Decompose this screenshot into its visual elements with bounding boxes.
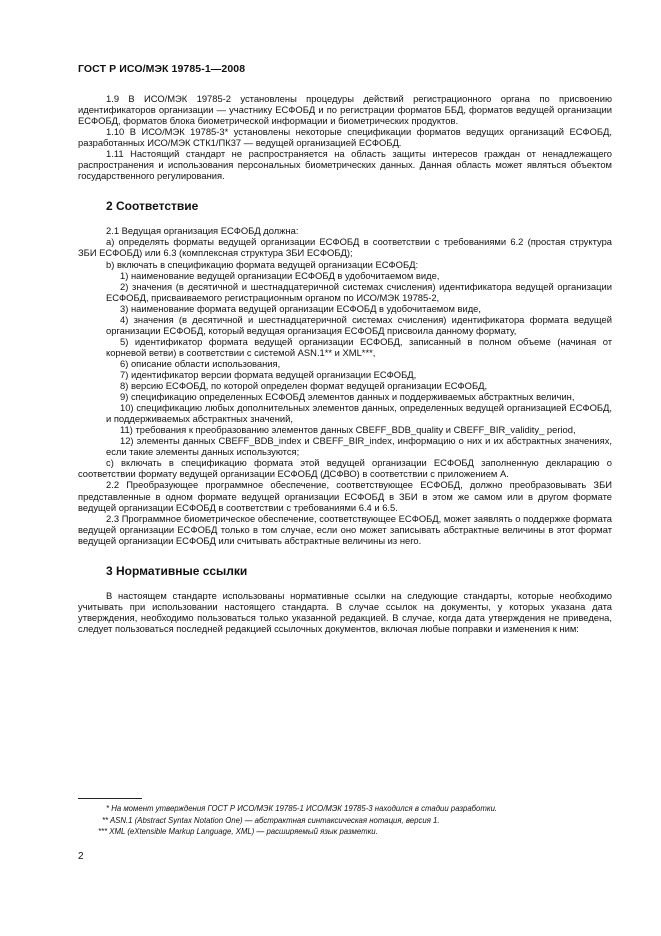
clause-2-3: 2.3 Программное биометрическое обеспечение, соответствующее ЕСФОБД, может заявлять о поддержке формата ведущей организации ЕСФОБД только в том случае, если оно может записывать абстрактные величины в этот формат ведущей организации ЕСФОБД или считывать абстрактные величины из него. xyxy=(78,512,612,546)
footnote-separator xyxy=(78,798,142,799)
section-3-paragraph: В настоящем стандарте использованы нормативные ссылки на следующие стандарты, которые необходимо учитывать при использовании настоящего стандарта. В случае ссылок на документы, у которых указана дата утверждения, необходимо пользоваться только указанной редакцией. В случае, когда дата утверждения не приведена, следует пользоваться последней редакцией ссылочных документов, включая любые поправки и изменения к ним: xyxy=(78,589,612,634)
list-item: 10) спецификацию любых дополнительных элементов данных, определенных ведущей организацией ЕСФОБД, и поддерживаемых абстрактных значений, xyxy=(106,402,612,425)
list-item: 3) наименование формата ведущей организации ЕСФОБД в удобочитаемом виде, xyxy=(120,302,481,314)
footnotes xyxy=(78,803,612,838)
paragraph-1-11: 1.11 Настоящий стандарт не распространяется на область защиты интересов граждан от ненадлежащего распространения и использования персональных биометрических данных. Данная область может являться объектом государственного регулирования. xyxy=(78,148,612,182)
page-number: 2 xyxy=(78,851,84,862)
clause-2-1-b: b) включать в спецификацию формата ведущей организации ЕСФОБД: xyxy=(106,258,419,270)
section-3-heading: 3 Нормативные ссылки xyxy=(106,563,248,578)
list-item: 6) описание области использования, xyxy=(120,357,281,369)
list-item: 12) элементы данных CBEFF_BDB_index и CBEFF_BIR_index, информацию о них и их абстрактных значениях, если такие элементы данных используются; xyxy=(106,435,612,458)
clause-2-1: 2.1 Ведущая организация ЕСФОБД должна: xyxy=(106,225,299,237)
list-item: 9) спецификацию определенных ЕСФОБД элементов данных и поддерживаемых абстрактных величин, xyxy=(120,391,575,403)
list-item: 2) значения (в десятичной и шестнадцатеричной системах счисления) идентификатора ведущей организации ЕСФОБД, присваиваемого регистрационным органом по ИСО/МЭК 19785-2, xyxy=(106,280,612,303)
clause-2-1-a: a) определять форматы ведущей организации ЕСФОБД в соответствии с требованиями 6.2 (простая структура ЗБИ ЕСФОБД) или 6.3 (комплексная структура ЗБИ ЕСФОБД); xyxy=(78,236,612,259)
running-header: ГОСТ Р ИСО/МЭК 19785-1—2008 xyxy=(78,63,246,75)
list-item: 11) требования к преобразованию элементов данных CBEFF_BDB_quality и CBEFF_BIR_validity_ period, xyxy=(120,424,576,436)
paragraph-1-10: 1.10 В ИСО/МЭК 19785-3* установлены некоторые спецификации форматов ведущих организаций ЕСФОБД, разработанных ИСО/МЭК СТК1/ПК37 — ведущей организацией ЕСФОБД. xyxy=(78,126,612,149)
list-item: 8) версию ЕСФОБД, по которой определен формат ведущей организации ЕСФОБД, xyxy=(120,380,488,392)
clause-2-2: 2.2 Преобразующее программное обеспечение, соответствующее ЕСФОБД, должно преобразовывать ЗБИ представленные в одном формате ведущей организации ЕСФОБД в ЗБИ в этом же самом или в другом формате ведущей организации ЕСФОБД в соответствии с требованиями 6.4 и 6.5. xyxy=(78,479,612,513)
list-item: 1) наименование ведущей организации ЕСФОБД в удобочитаемом виде, xyxy=(120,269,440,281)
list-item: 4) значения (в десятичной и шестнадцатеричной системах счисления) идентификатора формата ведущей организации ЕСФОБД, который ведущая организация ЕСФОБД присвоила данному формату, xyxy=(106,313,612,336)
paragraph-1-9: 1.9 В ИСО/МЭК 19785-2 установлены процедуры действий регистрационного органа по присвоению идентификаторов организации — участнику ЕСФОБД и по регистрации форматов ББД, форматов ведущей организации ЕСФОБД, форматов блока биометрической информации и биометрических продуктов. xyxy=(78,93,612,127)
footnote: ** ASN.1 (Abstract Syntax Notation One) — абстрактная синтаксическая нотация, версия 1. xyxy=(102,815,440,825)
list-item: 7) идентификатор версии формата ведущей организации ЕСФОБД, xyxy=(120,368,417,380)
clause-2-1-c: c) включать в спецификацию формата этой ведущей организации ЕСФОБД заполненную декларацию о соответствии формату ведущей организации ЕСФОБД (ДСФВО) в соответствии с приложением А. xyxy=(78,457,612,480)
section-2-heading: 2 Соответствие xyxy=(106,199,199,214)
list-item: 5) идентификатор формата ведущей организации ЕСФОБД, записанный в полном объеме (начиная от корневой ветви) в соответствии с системой ASN.1** и XML***, xyxy=(106,335,612,358)
page-body xyxy=(78,93,612,634)
footnote: * На момент утверждения ГОСТ Р ИСО/МЭК 19785-1 ИСО/МЭК 19785-3 находился в стадии разработки. xyxy=(106,804,498,813)
footnote: *** XML (eXtensible Markup Language, XML) — расширяемый язык разметки. xyxy=(98,827,378,836)
